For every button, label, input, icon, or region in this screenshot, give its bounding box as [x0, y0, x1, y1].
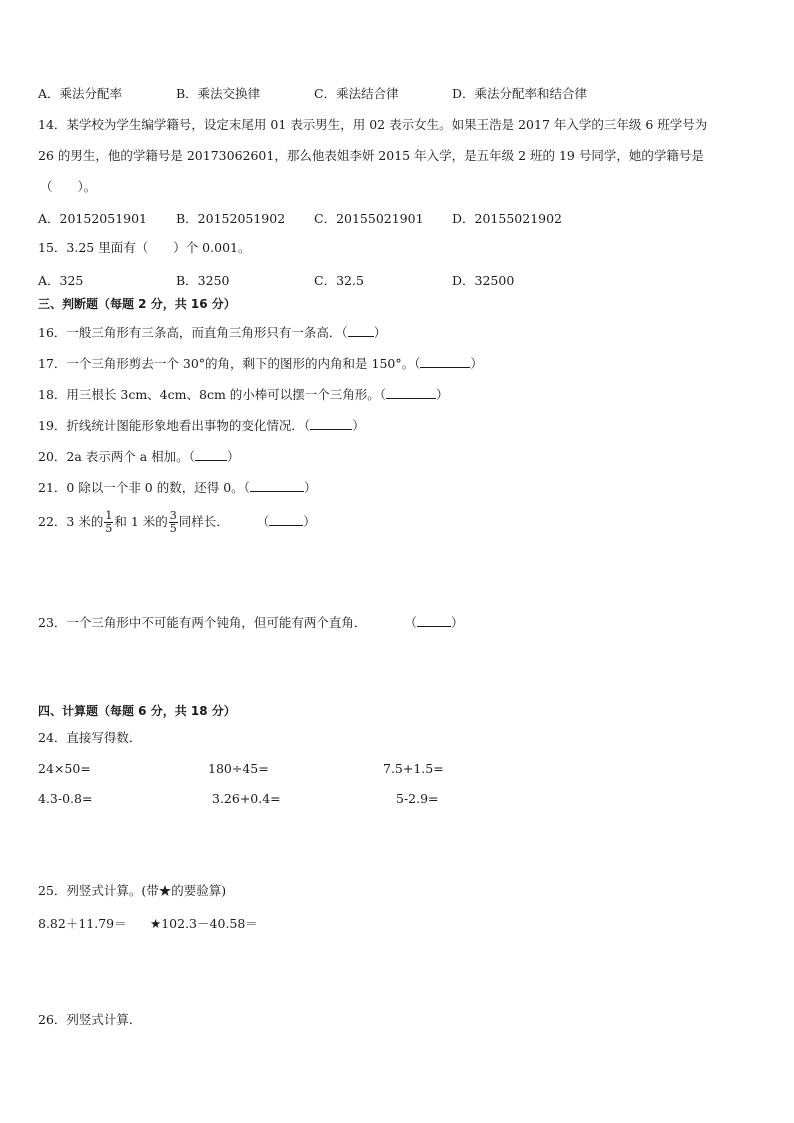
fraction-numerator: 1	[105, 509, 113, 522]
q14-text-line3: （ ）。	[40, 179, 97, 194]
judge-q22-text-a: 22．3 米的	[38, 514, 104, 529]
judge-q22	[38, 508, 316, 536]
answer-paren-open: （	[243, 480, 250, 495]
section-4-heading: 四、计算题（每题 6 分，共 18 分）	[38, 704, 236, 718]
q24-r1-c1: 24×50=	[38, 761, 91, 776]
answer-blank[interactable]	[417, 614, 451, 627]
fraction-denominator: 5	[105, 522, 113, 535]
judge-q23-text: 23．一个三角形中不可能有两个钝角，但可能有两个直角．	[38, 615, 367, 630]
fraction-denominator: 5	[169, 522, 177, 535]
q24-r1-c2: 180÷45=	[208, 761, 269, 776]
answer-paren-close: ）	[470, 356, 483, 371]
answer-paren-close: ）	[450, 615, 464, 630]
q25-item-1: 8.82＋11.79＝	[38, 916, 127, 931]
judge-q22-text-c: 同样长．	[178, 514, 229, 529]
answer-paren-open: （	[414, 356, 421, 371]
q14-text-line1: 14．某学校为学生编学籍号，设定末尾用 01 表示男生，用 02 表示女生。如果王浩是 2017 年入学的三年级 6 班学号为	[38, 117, 708, 132]
answer-paren-open: （	[188, 449, 195, 464]
judge-q22-text-b: 和 1 米的	[114, 514, 168, 529]
answer-paren-open: （	[379, 387, 387, 402]
answer-paren-close: ）	[303, 514, 316, 529]
judge-q19	[38, 417, 365, 434]
answer-paren-open: （	[341, 325, 348, 340]
answer-paren-open: （	[404, 615, 417, 630]
judge-q16	[38, 324, 386, 341]
judge-q17-text: 17．一个三角形剪去一个 30°的角，剩下的图形的内角和是 150°。	[38, 356, 415, 371]
answer-blank[interactable]	[269, 513, 303, 526]
q14-option-b: B．20152051902	[176, 211, 286, 226]
answer-blank[interactable]	[250, 479, 304, 492]
judge-q16-text: 16．一般三角形有三条高，而直角三角形只有一条高．	[38, 325, 342, 340]
q14-text-line2: 26 的男生，他的学籍号是 20173062601，那么他表姐李妍 2015 年入学，是五年级 2 班的 19 号同学，她的学籍号是	[38, 148, 704, 163]
q24-r2-c2: 3.26+0.4=	[212, 791, 281, 806]
q25-title: 25．列竖式计算。(带★的要验算)	[38, 883, 227, 898]
answer-blank[interactable]	[348, 324, 374, 337]
answer-paren-open: （	[256, 514, 270, 529]
answer-blank[interactable]	[386, 386, 436, 399]
answer-blank[interactable]	[310, 417, 352, 430]
q13-option-d: D．乘法分配率和结合律	[452, 86, 588, 101]
q15-text: 15．3.25 里面有（ ）个 0.001。	[38, 240, 251, 255]
judge-q18	[38, 386, 449, 403]
q13-option-c: C．乘法结合律	[314, 86, 399, 101]
q13-option-a: A．乘法分配率	[38, 86, 123, 101]
answer-paren-open: （	[303, 418, 311, 433]
q25-item-2: ★102.3－40.58＝	[150, 916, 258, 931]
answer-paren-close: ）	[436, 387, 449, 402]
q24-title: 24．直接写得数．	[38, 730, 142, 745]
q15-option-a: A．325	[38, 273, 84, 288]
q24-r2-c3: 5-2.9=	[396, 791, 439, 806]
section-3-heading: 三、判断题（每题 2 分，共 16 分）	[38, 297, 236, 311]
judge-q19-text: 19．折线统计图能形象地看出事物的变化情况．	[38, 418, 304, 433]
q14-option-a: A．20152051901	[38, 211, 148, 226]
answer-paren-close: ）	[226, 449, 240, 464]
answer-paren-close: ）	[303, 480, 317, 495]
q24-r2-c1: 4.3-0.8=	[38, 791, 93, 806]
judge-q21	[38, 479, 316, 496]
judge-q17	[38, 355, 483, 372]
q14-option-d: D．20155021902	[452, 211, 563, 226]
fraction-one-fifth	[104, 510, 113, 535]
q26-title: 26．列竖式计算．	[38, 1012, 142, 1027]
answer-blank[interactable]	[195, 448, 227, 461]
answer-paren-close: ）	[352, 418, 365, 433]
judge-q20-text: 20．2a 表示两个 a 相加。	[38, 449, 189, 464]
q24-r1-c3: 7.5+1.5=	[383, 761, 444, 776]
answer-paren-close: ）	[373, 325, 387, 340]
q15-option-c: C．32.5	[314, 273, 364, 288]
judge-q21-text: 21．0 除以一个非 0 的数，还得 0。	[38, 480, 244, 495]
answer-blank[interactable]	[420, 355, 470, 368]
judge-q23	[38, 614, 463, 631]
q13-option-b: B．乘法交换律	[176, 86, 261, 101]
q15-option-d: D．32500	[452, 273, 515, 288]
judge-q20	[38, 448, 239, 465]
q15-option-b: B．3250	[176, 273, 230, 288]
judge-q18-text: 18．用三根长 3cm、4cm、8cm 的小棒可以摆一个三角形。	[38, 387, 380, 402]
fraction-numerator: 3	[169, 509, 177, 522]
q14-option-c: C．20155021901	[314, 211, 424, 226]
fraction-three-fifths	[169, 510, 178, 535]
